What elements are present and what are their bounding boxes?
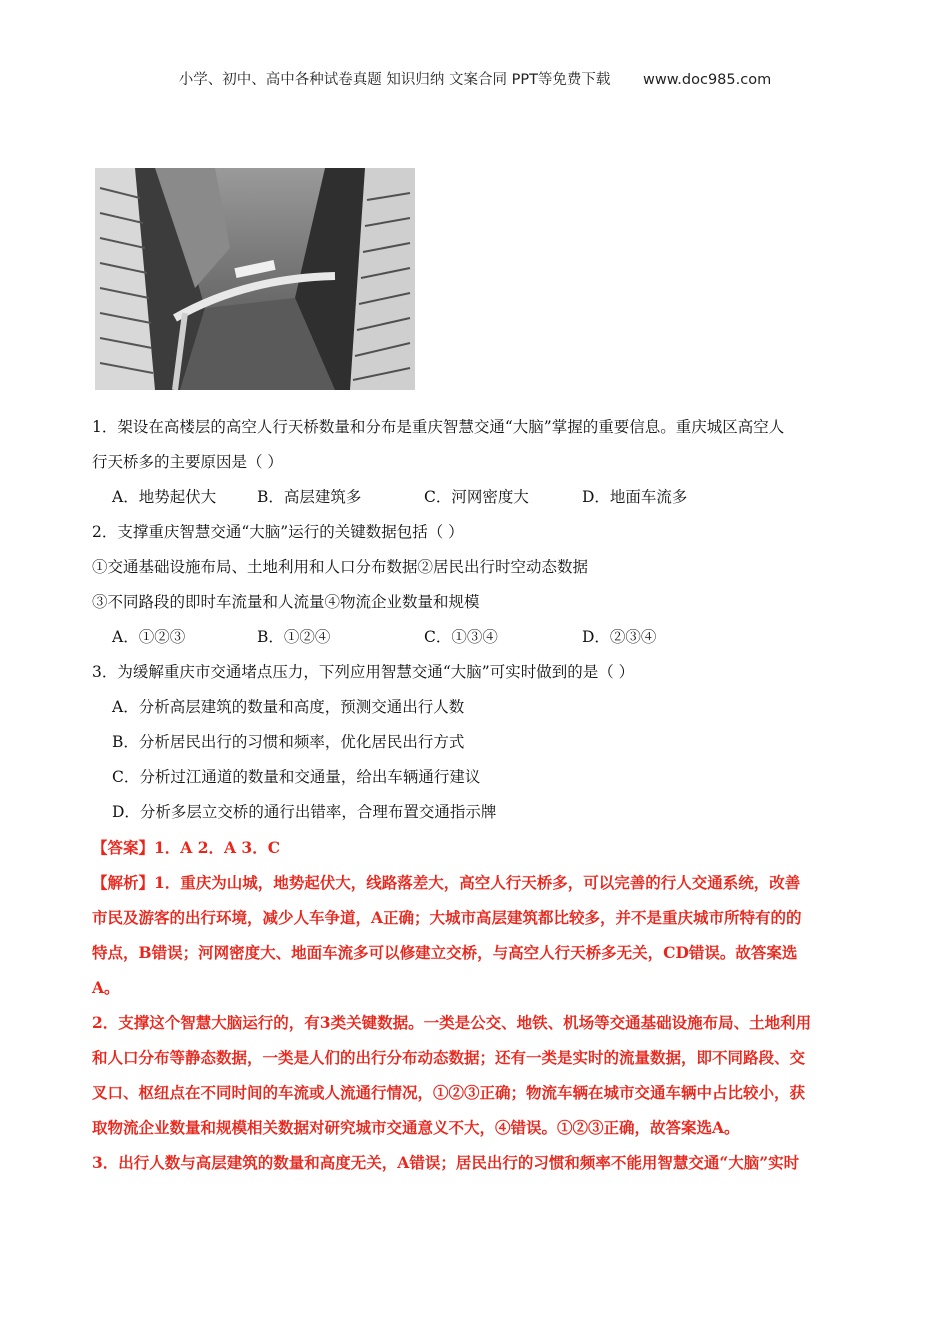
q3-option-c: C．分析过江通道的数量和交通量，给出车辆通行建议	[112, 768, 481, 786]
analysis-line-2: 市民及游客的出行环境，减少人车争道，A正确；大城市高层建筑都比较多，并不是重庆城市所特有的的	[92, 908, 802, 927]
q2-option-a: A．①②③	[112, 628, 186, 646]
analysis-line-9: 3．出行人数与高层建筑的数量和高度无关，A错误；居民出行的习惯和频率不能用智慧交通“大脑”实时	[92, 1153, 800, 1172]
q2-line-1: ①交通基础设施布局、土地利用和人口分布数据②居民出行时空动态数据	[92, 558, 589, 576]
analysis-line-4: A。	[92, 978, 120, 997]
q2-option-b: B．①②④	[257, 628, 331, 646]
q2-option-d: D．②③④	[582, 628, 657, 646]
q2-option-c: C．①③④	[424, 628, 498, 646]
analysis-line-5: 2．支撑这个智慧大脑运行的，有3类关键数据。一类是公交、地铁、机场等交通基础设施布局、土地利用	[92, 1013, 812, 1032]
analysis-line-8: 取物流企业数量和规模相关数据对研究城市交通意义不大，④错误。①②③正确，故答案选A。	[92, 1118, 740, 1137]
question-content	[92, 410, 862, 1180]
q1-option-d: D．地面车流多	[582, 488, 688, 506]
analysis-line-7: 叉口、枢纽点在不同时间的车流或人流通行情况，①②③正确；物流车辆在城市交通车辆中占比较小，获	[92, 1083, 806, 1102]
q2-stem: 2．支撑重庆智慧交通“大脑”运行的关键数据包括（ ）	[92, 523, 464, 541]
header-url[interactable]: www.doc985.com	[643, 72, 772, 88]
answer-line: 【答案】1．A 2．A 3．C	[92, 838, 281, 857]
page-header	[0, 68, 950, 89]
q2-line-2: ③不同路段的即时车流量和人流量④物流企业数量和规模	[92, 593, 480, 611]
q1-option-c: C．河网密度大	[424, 488, 529, 506]
analysis-line-1: 【解析】1．重庆为山城，地势起伏大，线路落差大，高空人行天桥多，可以完善的行人交通系统，改善	[92, 873, 801, 892]
q3-option-a: A．分析高层建筑的数量和高度，预测交通出行人数	[112, 698, 465, 716]
q1-option-a: A．地势起伏大	[112, 488, 217, 506]
analysis-line-6: 和人口分布等静态数据，一类是人们的出行分布动态数据；还有一类是实时的流量数据，即不同路段、交	[92, 1048, 806, 1067]
q1-stem-line-1: 1．架设在高楼层的高空人行天桥数量和分布是重庆智慧交通“大脑”掌握的重要信息。重庆城区高空人	[92, 418, 785, 436]
q2-options	[92, 620, 862, 655]
monorail-photo	[95, 168, 415, 390]
q1-stem-line-2: 行天桥多的主要原因是（ ）	[92, 453, 283, 471]
q3-stem: 3．为缓解重庆市交通堵点压力，下列应用智慧交通“大脑”可实时做到的是（ ）	[92, 663, 635, 681]
q3-option-d: D．分析多层立交桥的通行出错率，合理布置交通指示牌	[112, 803, 497, 821]
q1-option-b: B．高层建筑多	[257, 488, 362, 506]
analysis-line-3: 特点，B错误；河网密度大、地面车流多可以修建立交桥，与高空人行天桥多无关，CD错误。故答案选	[92, 943, 798, 962]
monorail-photo-svg	[95, 168, 415, 390]
header-text: 小学、初中、高中各种试卷真题 知识归纳 文案合同 PPT等免费下载	[178, 72, 611, 88]
q1-options	[92, 480, 862, 515]
q3-option-b: B．分析居民出行的习惯和频率，优化居民出行方式	[112, 733, 465, 751]
